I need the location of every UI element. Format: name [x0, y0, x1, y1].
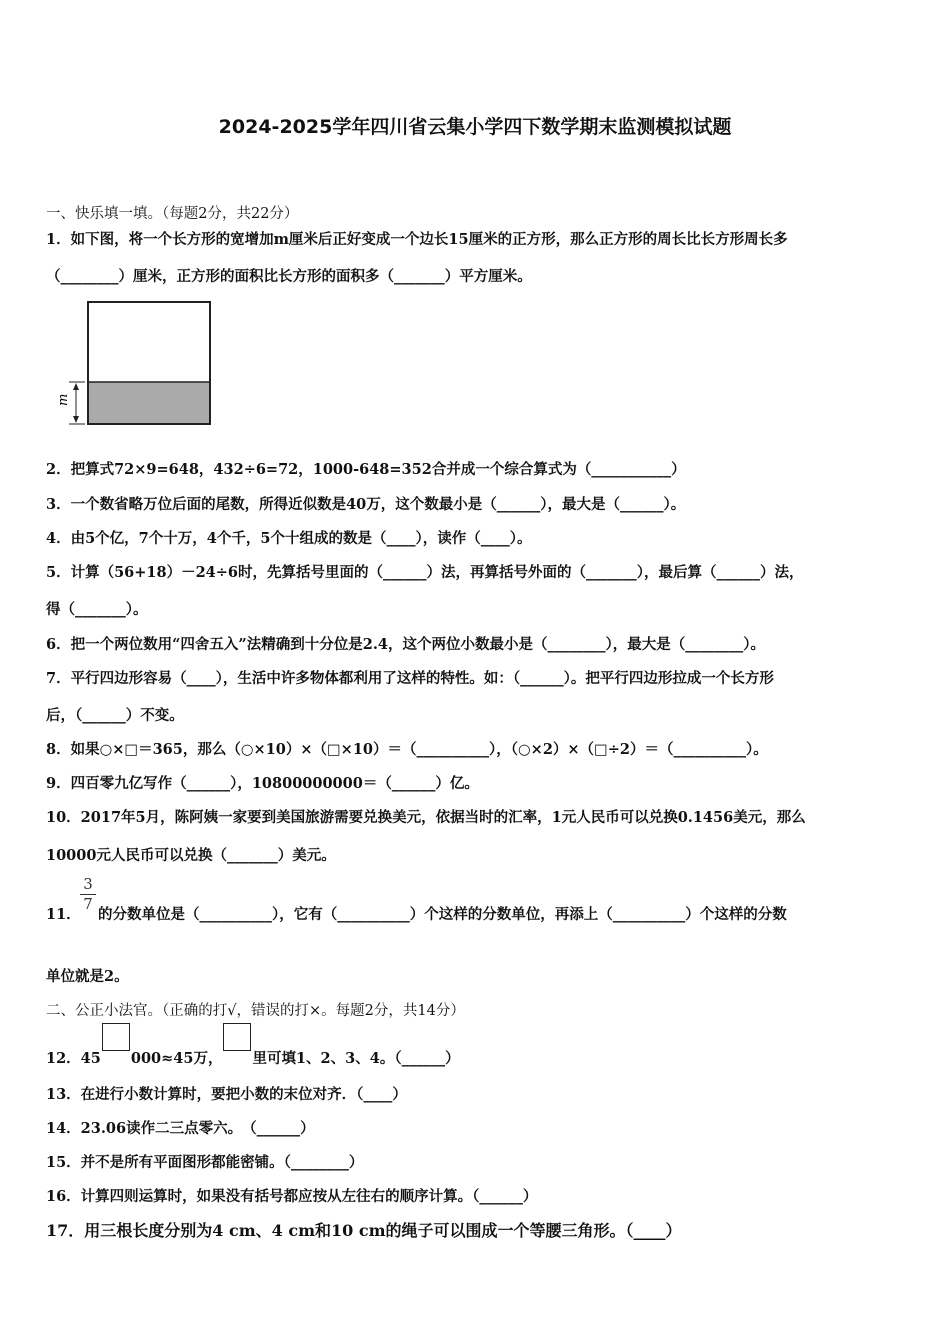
question-12-part-3: 里可填1、2、3、4。（______）: [252, 1050, 460, 1067]
question-12-part-1: 12．45: [46, 1050, 101, 1067]
question-14: 14．23.06读作二三点零六。 （______）: [46, 1120, 315, 1137]
fraction-three-sevenths: [80, 876, 96, 913]
question-4: 4．由5个亿，7个十万，4个千，5个十组成的数是（____），读作（____）。: [46, 530, 532, 547]
question-1-line-1: 1．如下图，将一个长方形的宽增加m厘米后正好变成一个边长15厘米的正方形，那么正方形的周长比长方形周长多: [46, 231, 788, 248]
blank-square: [102, 1023, 130, 1051]
question-5-line-2: 得（_______）。: [46, 601, 148, 618]
question-12: [46, 1037, 460, 1068]
question-15: 15．并不是所有平面图形都能密铺。（________）: [46, 1154, 364, 1171]
question-17: 17．用三根长度分别为4 cm、4 cm和10 cm的绳子可以围成一个等腰三角形。（____）: [46, 1221, 682, 1240]
question-11-line-2: 单位就是2。: [46, 968, 129, 985]
question-7-line-2: 后，（______）不变。: [46, 707, 184, 724]
section-2-heading: 二、公正小法官。（正确的打√，错误的打×。每题2分，共14分）: [46, 1003, 465, 1019]
question-12-part-2: 000≈45万，: [130, 1050, 223, 1067]
blank-square: [223, 1023, 251, 1051]
fraction-denominator: 7: [83, 895, 93, 913]
question-8: 8．如果○×□＝365，那么（○×10）×（□×10）＝（__________），（○×2）×（□÷2）＝（__________）。: [46, 741, 768, 758]
question-10-line-1: 10．2017年5月，陈阿姨一家要到美国旅游需要兑换美元，依据当时的汇率，1元人民币可以兑换0.1456美元，那么: [46, 809, 806, 826]
figure-label-m: m: [56, 393, 71, 406]
section-1-heading: 一、快乐填一填。（每题2分，共22分）: [46, 206, 299, 222]
question-9: 9．四百零九亿写作（______），10800000000＝（______）亿。: [46, 775, 479, 792]
question-13: 13．在进行小数计算时，要把小数的末位对齐．（____）: [46, 1086, 407, 1103]
question-7-line-1: 7．平行四边形容易（____），生活中许多物体都利用了这样的特性。如：（______）。把平行四边形拉成一个长方形: [46, 670, 774, 687]
question-11-line-1: 的分数单位是（__________），它有（__________）个这样的分数单位，再添上（__________）个这样的分数: [98, 906, 787, 923]
question-1-line-2: （________）厘米，正方形的面积比长方形的面积多（_______）平方厘米。: [46, 268, 532, 285]
page-title: 2024-2025学年四川省云集小学四下数学期末监测模拟试题: [218, 116, 732, 138]
question-10-line-2: 10000元人民币可以兑换（_______）美元。: [46, 847, 336, 864]
question-5-line-1: 5．计算（56+18）－24÷6时，先算括号里面的（______）法，再算括号外面的（_______），最后算（______）法，: [46, 564, 804, 581]
question-11-number: 11．: [46, 906, 81, 923]
rectangle-figure: [55, 300, 215, 428]
question-6: 6．把一个两位数用“四舍五入”法精确到十分位是2.4，这个两位小数最小是（________），最大是（________）。: [46, 636, 765, 653]
question-2: 2．把算式72×9=648，432÷6=72，1000-648=352合并成一个综合算式为（___________）: [46, 461, 686, 478]
question-16: 16．计算四则运算时，如果没有括号都应按从左往右的顺序计算。（______）: [46, 1188, 538, 1205]
question-3: 3．一个数省略万位后面的尾数，所得近似数是40万，这个数最小是（______），最大是（______）。: [46, 496, 686, 513]
fraction-numerator: 3: [83, 875, 93, 893]
